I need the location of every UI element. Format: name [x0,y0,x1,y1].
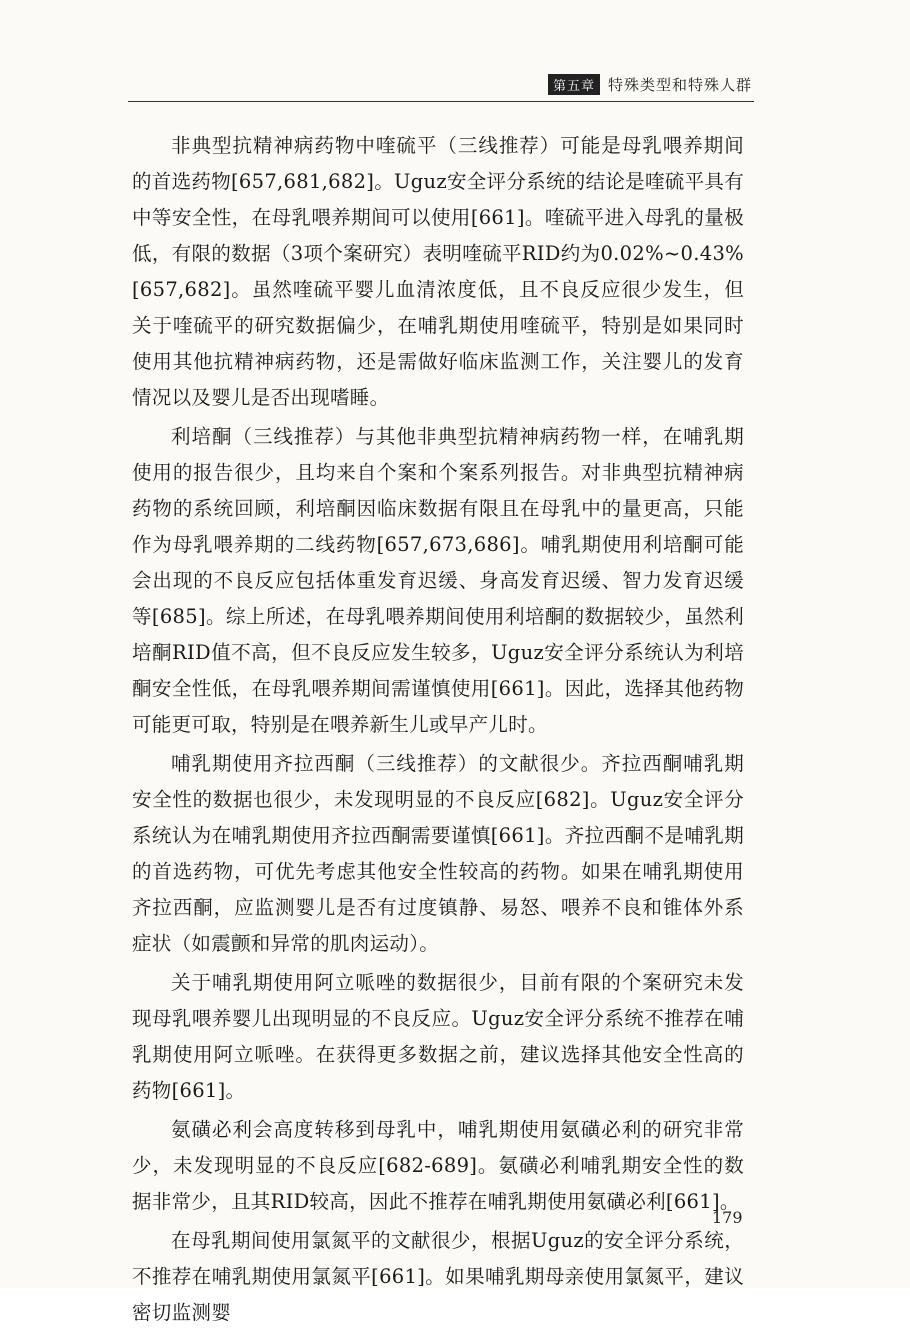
paragraph-quetiapine: 非典型抗精神病药物中喹硫平（三线推荐）可能是母乳喂养期间的首选药物[657,681,682]。Uguz安全评分系统的结论是喹硫平具有中等安全性，在母乳喂养期间可以使用[661]。喹硫平进入母乳的量极低，有限的数据（3项个案研究）表明喹硫平RID约为0.02%~0.43%[657,682]。虽然喹硫平婴儿血清浓度低，且不良反应很少发生，但关于喹硫平的研究数据偏少，在哺乳期使用喹硫平，特别是如果同时使用其他抗精神病药物，还是需做好临床监测工作，关注婴儿的发育情况以及婴儿是否出现嗜睡。 [132,134,744,409]
chapter-tag: 第五章 [548,74,600,95]
header-rule [128,101,754,102]
running-header [548,74,752,95]
paragraph-aripiprazole: 关于哺乳期使用阿立哌唑的数据很少，目前有限的个案研究未发现母乳喂养婴儿出现明显的不良反应。Uguz安全评分系统不推荐在哺乳期使用阿立哌唑。在获得更多数据之前，建议选择其他安全性高的药物[661]。 [132,971,744,1102]
body-text [132,128,744,1334]
paragraph-risperidone: 利培酮（三线推荐）与其他非典型抗精神病药物一样，在哺乳期使用的报告很少，且均来自个案和个案系列报告。对非典型抗精神病药物的系统回顾，利培酮因临床数据有限且在母乳中的量更高，只能作为母乳喂养期的二线药物[657,673,686]。哺乳期使用利培酮可能会出现的不良反应包括体重发育迟缓、身高发育迟缓、智力发育迟缓等[685]。综上所述，在母乳喂养期间使用利培酮的数据较少，虽然利培酮RID值不高，但不良反应发生较多，Uguz安全评分系统认为利培酮安全性低，在母乳喂养期间需谨慎使用[661]。因此，选择其他药物可能更可取，特别是在喂养新生儿或早产儿时。 [132,425,744,736]
paragraph-amisulpride: 氨磺必利会高度转移到母乳中，哺乳期使用氨磺必利的研究非常少，未发现明显的不良反应[682-689]。氨磺必利哺乳期安全性的数据非常少，且其RID较高，因此不推荐在哺乳期使用氨磺必利[661]。 [132,1118,744,1213]
paragraph-ziprasidone: 哺乳期使用齐拉西酮（三线推荐）的文献很少。齐拉西酮哺乳期安全性的数据也很少，未发现明显的不良反应[682]。Uguz安全评分系统认为在哺乳期使用齐拉西酮需要谨慎[661]。齐拉西酮不是哺乳期的首选药物，可优先考虑其他安全性较高的药物。如果在哺乳期使用齐拉西酮，应监测婴儿是否有过度镇静、易怒、喂养不良和锥体外系症状（如震颤和异常的肌肉运动）。 [132,752,744,955]
page-number: 179 [712,1208,743,1227]
chapter-title: 特殊类型和特殊人群 [607,76,752,94]
paragraph-clozapine: 在母乳期间使用氯氮平的文献很少，根据Uguz的安全评分系统，不推荐在哺乳期使用氯氮平[661]。如果哺乳期母亲使用氯氮平，建议密切监测婴 [132,1229,744,1324]
